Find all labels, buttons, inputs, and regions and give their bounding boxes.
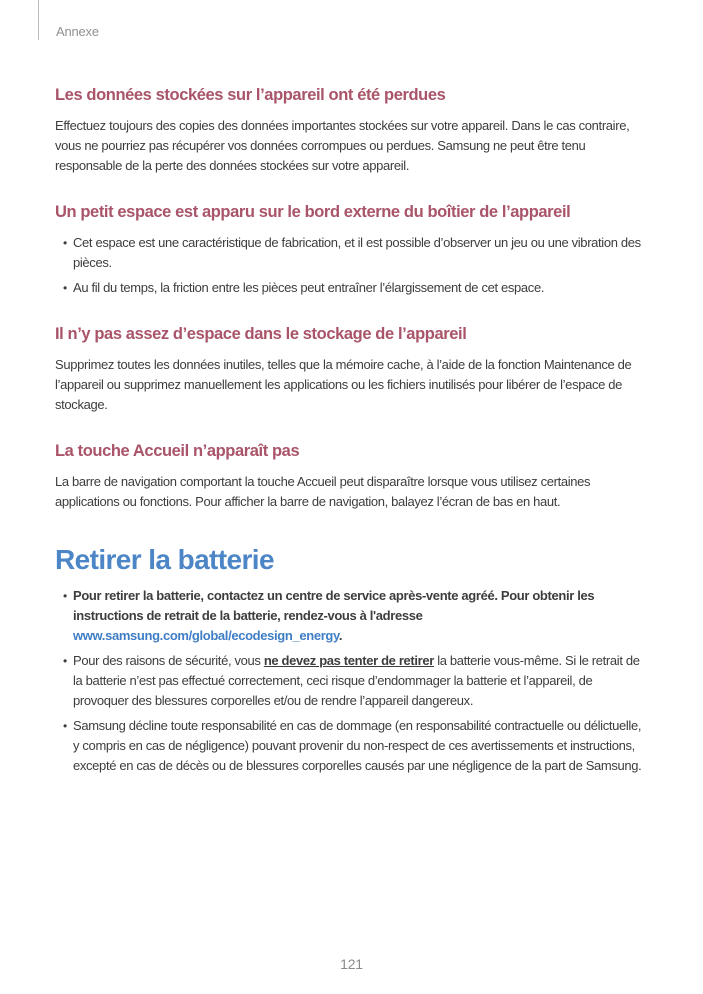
section-heading: La touche Accueil n’apparaît pas	[55, 442, 300, 460]
text-segment: Pour des raisons de sécurité, vous	[73, 653, 264, 668]
bullet-item	[55, 278, 648, 298]
text-segment: ne devez pas tenter de retirer	[263, 653, 434, 668]
bullet-item	[55, 586, 648, 646]
bullet-item	[55, 651, 648, 711]
section-heading: Il n’y pas assez d’espace dans le stockage de l’appareil	[55, 325, 467, 343]
section-heading: Un petit espace est apparu sur le bord externe du boîtier de l’appareil	[55, 203, 571, 221]
bullet-list	[55, 586, 648, 776]
text-segment: Au fil du temps, la friction entre les pièces peut entraîner l’élargissement de cet espace.	[73, 280, 545, 295]
bullet-item	[55, 233, 648, 273]
content	[55, 0, 648, 781]
page-number: 121	[340, 956, 363, 972]
paragraph: Supprimez toutes les données inutiles, telles que la mémoire cache, à l’aide de la fonction Maintenance de l’appareil ou supprimez manuellement les applications ou les fichiers inutilisés pour libérer de l’espace de stockage.	[55, 357, 632, 412]
text-segment: Samsung décline toute responsabilité en cas de dommage (en responsabilité contractuelle ou délictuelle, y compris en cas de négligence) pouvant provenir du non-respect de ces avertissements et instructions, excepté en cas de décès ou de blessures corporelles causés par une négligence de la part de Samsung.	[73, 718, 642, 773]
text-segment: .	[338, 628, 343, 643]
bullet-item	[55, 716, 648, 776]
chapter-heading: Retirer la batterie	[55, 544, 274, 575]
paragraph: Effectuez toujours des copies des données importantes stockées sur votre appareil. Dans le cas contraire, vous ne pourriez pas récupérer vos données corrompues ou perdues. Samsung ne peut être tenu responsable de la perte des données stockées sur votre appareil.	[55, 118, 630, 173]
text-segment: Pour retirer la batterie, contactez un centre de service après-vente agréé. Pour obtenir les instructions de retrait de la batterie, rendez-vous à l'adresse	[73, 588, 595, 623]
bullet-list	[55, 233, 648, 298]
header-rule	[38, 0, 39, 40]
ecodesign-energy-link[interactable]: www.samsung.com/global/ecodesign_energy	[73, 628, 339, 643]
paragraph: La barre de navigation comportant la touche Accueil peut disparaître lorsque vous utilisez certaines applications ou fonctions. Pour afficher la barre de navigation, balayez l’écran de bas en haut.	[55, 474, 591, 509]
section-heading: Les données stockées sur l’appareil ont été perdues	[55, 86, 446, 104]
text-segment: Cet espace est une caractéristique de fabrication, et il est possible d’observer un jeu ou une vibration des pièces.	[73, 235, 641, 270]
page-header-annexe: Annexe	[56, 24, 99, 39]
text-segment: la batterie vous-même. Si le retrait de la batterie n’est pas effectué correctement, ceci risque d’endommager la batterie et l’appareil, de provoquer des blessures corporelles et/ou de rendre l’appareil dangereux.	[73, 653, 640, 708]
